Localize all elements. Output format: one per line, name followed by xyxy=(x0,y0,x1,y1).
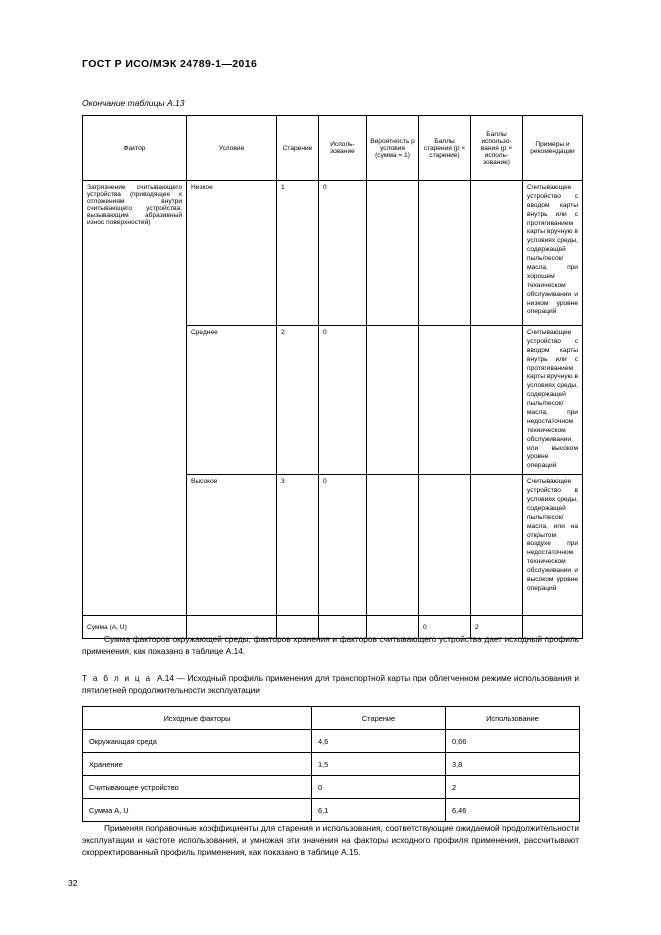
col-header-aging: Старение xyxy=(277,116,319,181)
table-a13-caption: Окончание таблицы А.13 xyxy=(82,98,185,108)
cell-use-score xyxy=(471,326,523,475)
cell-condition: Низкое xyxy=(187,181,277,326)
paragraph-text: Применяя поправочные коэффициенты для старения и использования, соответствующие ожидаемой продолжительности эксплуатации и частоте использования, и умножая эти значения на факторы исходного профиля применения, рассчитывают скорректированный профиль применения, как показано в таблице А.15. xyxy=(82,823,579,858)
table-a13-header-row xyxy=(83,116,583,181)
cell-aging-score xyxy=(419,326,471,475)
table-a14-caption xyxy=(82,672,579,696)
cell-use: 0 xyxy=(319,475,367,616)
col-header-probability: Вероятность p условия (сумма = 1) xyxy=(367,116,419,181)
cell-aging-score xyxy=(419,475,471,616)
table-a14-caption-label: Т а б л и ц а xyxy=(82,673,152,683)
col-header-condition: Условие xyxy=(187,116,277,181)
paragraph-after-table-a14 xyxy=(82,822,579,858)
table-a14-caption-text: — Исходный профиль применения для транспортной карты при облегченном режиме использования и пятилетней продолжительности эксплуатации xyxy=(82,673,579,696)
cell-examples: Считывающее устройство с вводом карты внутрь или с протягиванием карты вручную в условиях среды, содержащей пыль/песок/масла, при недостаточном техническом обслуживании или высоком уровне операций xyxy=(523,326,583,475)
table-a14 xyxy=(82,706,580,822)
cell-condition: Среднее xyxy=(187,326,277,475)
cell-probability xyxy=(367,475,419,616)
cell-use: 0 xyxy=(319,326,367,475)
cell-use: 3,8 xyxy=(446,753,580,776)
cell-use: 2 xyxy=(446,776,580,799)
cell-use: 0,66 xyxy=(446,730,580,753)
cell-aging: 6,1 xyxy=(312,799,446,822)
table-a14-header-row xyxy=(83,707,580,730)
col-header-factor: Фактор xyxy=(83,116,187,181)
cell-aging: 1 xyxy=(277,181,319,326)
table-a14-caption-number: А.14 xyxy=(156,673,175,683)
cell-examples: Считывающее устройство в условиях среды, содержащей пыль/песок/масла, или на открытом воздухе при недостаточном техническом обслуживании и высоком уровне операций xyxy=(523,475,583,616)
document-standard-title: ГОСТ Р ИСО/МЭК 24789-1—2016 xyxy=(82,58,258,70)
cell-aging: 0 xyxy=(312,776,446,799)
paragraph-after-table-a13 xyxy=(82,633,579,657)
cell-aging: 2 xyxy=(277,326,319,475)
table-row xyxy=(83,753,580,776)
col-header-initial-factors: Исходные факторы xyxy=(83,707,312,730)
col-header-aging-score: Баллы старения (p × старение) xyxy=(419,116,471,181)
cell-examples: Считывающее устройство с вводом карты внутрь или с протягиванием карты вручную в условиях среды, содержащей пыль/песок/масла, при хорошем техническом обслуживании и низком уровне операций xyxy=(523,181,583,326)
col-header-use: Использование xyxy=(446,707,580,730)
table-a13 xyxy=(82,115,583,639)
cell-aging: 1,5 xyxy=(312,753,446,776)
cell-factor: Хранение xyxy=(83,753,312,776)
cell-use-score xyxy=(471,181,523,326)
cell-factor: Окружающая среда xyxy=(83,730,312,753)
cell-summary-aging-score: 0 xyxy=(419,616,471,639)
col-header-use-score: Баллы использования (p × использование) xyxy=(471,116,523,181)
cell-factor: Считывающее устройство xyxy=(83,776,312,799)
cell-probability xyxy=(367,326,419,475)
table-row xyxy=(83,181,583,326)
table-row xyxy=(83,776,580,799)
cell-summary-label: Сумма (A, U) xyxy=(83,616,187,639)
cell-aging: 4,6 xyxy=(312,730,446,753)
cell-aging-score xyxy=(419,181,471,326)
table-row xyxy=(83,730,580,753)
paragraph-text: Сумма факторов окружающей среды, факторов хранения и факторов считывающего устройства дает исходный профиль применения, как показано в таблице А.14. xyxy=(82,634,579,657)
page-number: 32 xyxy=(68,878,78,888)
cell-probability xyxy=(367,181,419,326)
cell-use-score xyxy=(471,475,523,616)
cell-condition: Высокое xyxy=(187,475,277,616)
col-header-aging: Старение xyxy=(312,707,446,730)
col-header-use: Использование xyxy=(319,116,367,181)
table-summary-row xyxy=(83,799,580,822)
cell-use: 6,46 xyxy=(446,799,580,822)
cell-use: 0 xyxy=(319,181,367,326)
cell-summary-use-score: 2 xyxy=(471,616,523,639)
cell-factor-name: Загрязнение считывающего устройства (приводящее к отложениям внутри считывающего устройства, вызывающим абразивный износ поверхностей) xyxy=(83,181,187,616)
cell-factor: Сумма A, U xyxy=(83,799,312,822)
cell-aging: 3 xyxy=(277,475,319,616)
col-header-examples: Примеры и рекомендации xyxy=(523,116,583,181)
